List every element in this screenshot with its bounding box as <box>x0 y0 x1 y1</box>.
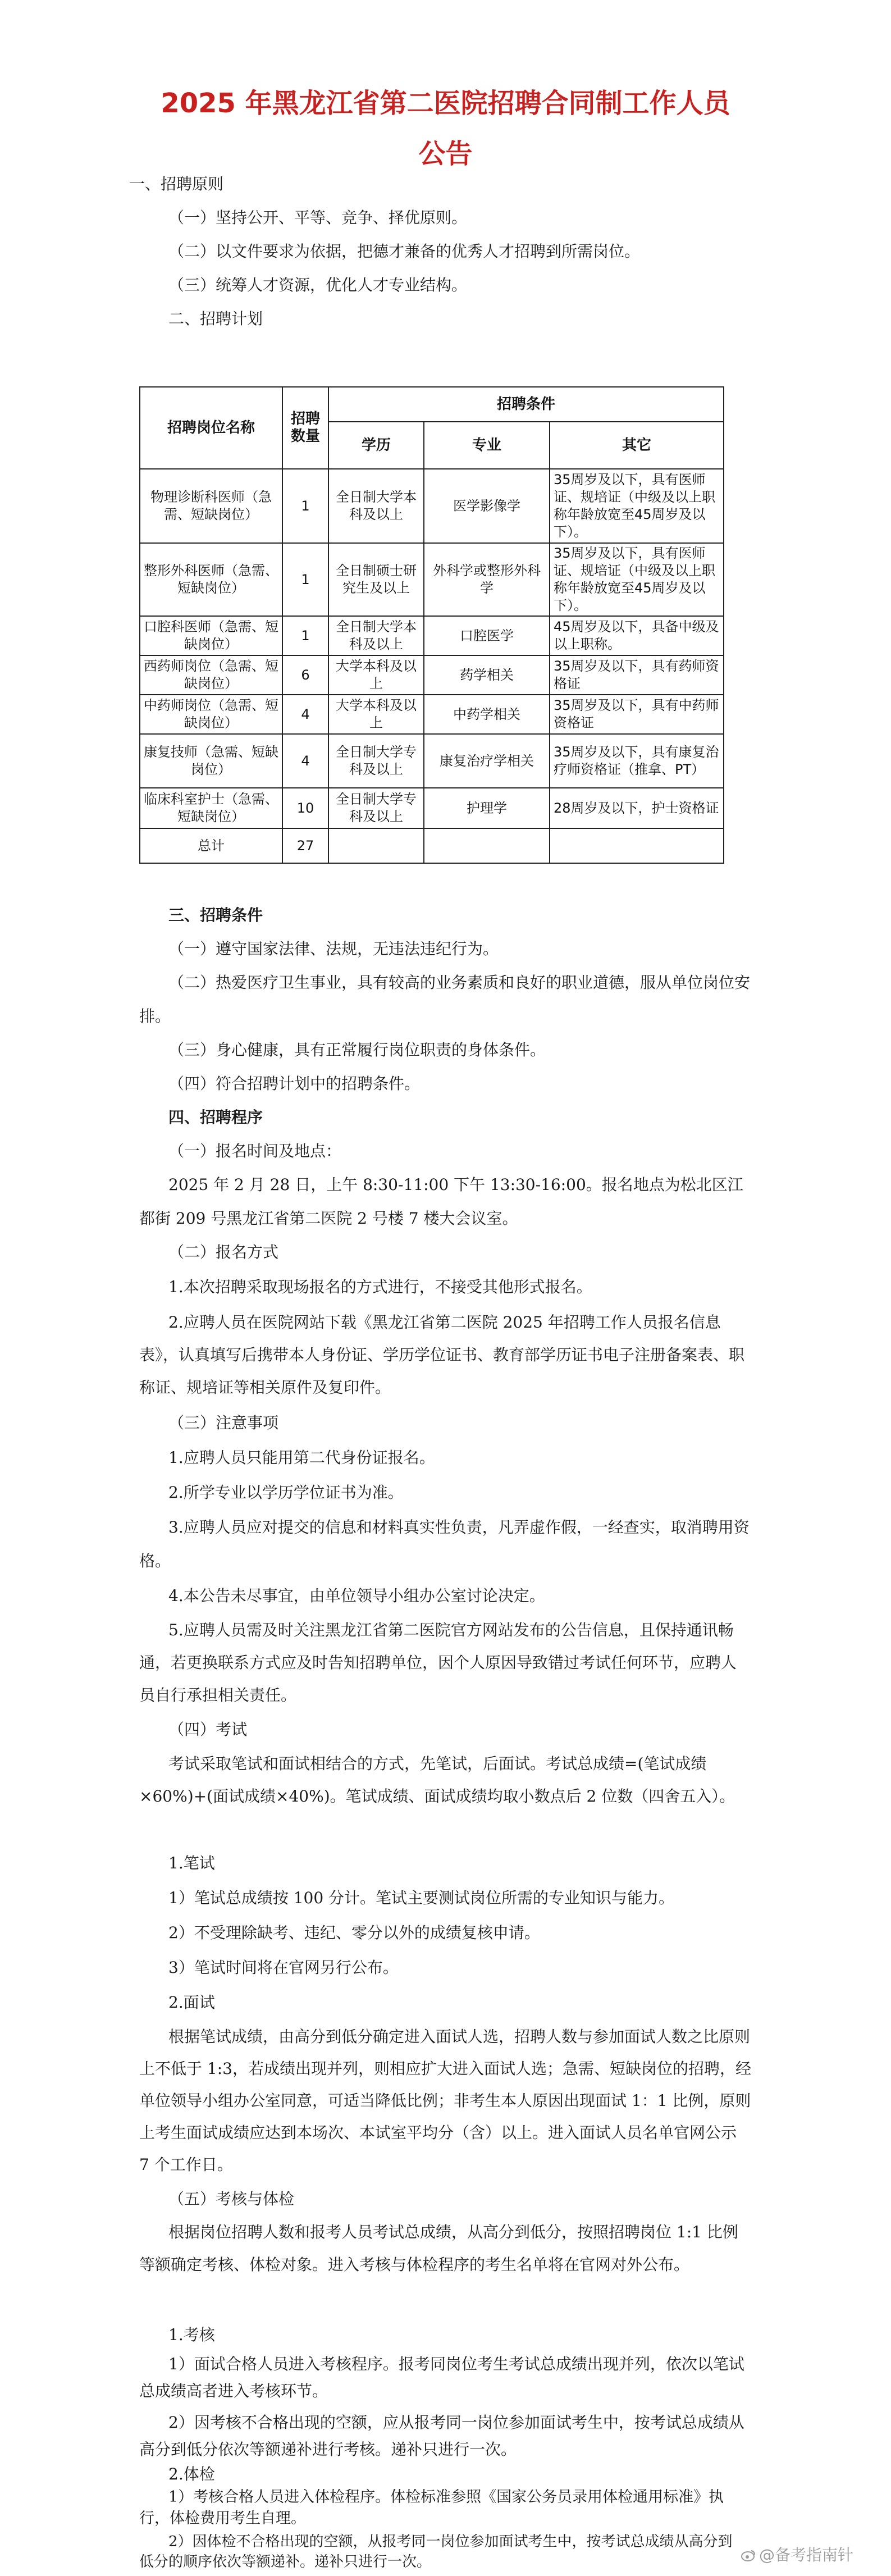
cell-education: 大学本科及以上 <box>328 695 424 734</box>
written-item-2: 2）不受理除缺考、违纪、零分以外的成绩复核申请。 <box>168 1923 540 1942</box>
cell-position: 西药师岗位（急需、短缺岗位） <box>140 655 282 695</box>
assessment-item-2: 2）因考核不合格出现的空额，应从报考同一岗位参加面试考生中，按考试总成绩从高分到低分依次等额递补进行考核。递补只进行一次。 <box>139 2413 744 2459</box>
total-label: 总计 <box>140 828 282 863</box>
sub-heading-notes: （三）注意事项 <box>168 1414 279 1432</box>
sub-heading-assessment: （五）考核与体检 <box>168 2190 295 2208</box>
cell-position: 整形外科医师（急需、短缺岗位） <box>140 543 282 616</box>
cell-count: 4 <box>282 695 328 734</box>
principle-item-1: （一）坚持公开、平等、竞争、择优原则。 <box>168 208 468 227</box>
cell-major: 康复治疗学相关 <box>424 734 550 788</box>
header-position: 招聘岗位名称 <box>140 387 282 469</box>
interview-text: 根据笔试成绩，由高分到低分确定进入面试人选，招聘人数与参加面试人数之比原则上不低于 1:3，若成绩出现并列，则相应扩大进入面试人选；急需、短缺岗位的招聘，经单位领导小组办公室同意，可适当降低比例；非考生本人原因出现面试 1：1 比例，原则上考生面试成绩应达到本场次、本试室平均分（含）以上。进入面试人员名单官网公示 7 个工作日。 <box>139 2027 751 2174</box>
sub-heading-exam: （四）考试 <box>168 1720 248 1739</box>
table-row <box>140 616 724 655</box>
condition-item-4: （四）符合招聘计划中的招聘条件。 <box>168 1074 421 1093</box>
principle-item-2: （二）以文件要求为依据，把德才兼备的优秀人才招聘到所需岗位。 <box>168 242 641 261</box>
section3-heading: 三、招聘条件 <box>168 906 263 924</box>
section4-heading: 四、招聘程序 <box>168 1108 263 1127</box>
header-major: 专业 <box>424 422 550 469</box>
cell-other: 35周岁及以下，具有药师资格证 <box>550 655 724 695</box>
note-item-4: 4.本公告未尽事宜，由单位领导小组办公室讨论决定。 <box>168 1586 545 1605</box>
cell-other: 35周岁及以下，具有医师证、规培证（中级及以上职称年龄放宽至45周岁及以下）。 <box>550 469 724 543</box>
cell-other: 35周岁及以下，具有康复治疗师资格证（推拿、PT） <box>550 734 724 788</box>
written-item-3: 3）笔试时间将在官网另行公布。 <box>168 1958 399 1977</box>
condition-item-3: （三）身心健康，具有正常履行岗位职责的身体条件。 <box>168 1041 546 1059</box>
header-conditions: 招聘条件 <box>328 387 724 422</box>
cell-position: 口腔科医师（急需、短缺岗位） <box>140 616 282 655</box>
note-item-2: 2.所学专业以学历学位证书为准。 <box>168 1483 404 1502</box>
cell-other: 35周岁及以下，具有中药师资格证 <box>550 695 724 734</box>
principle-item-3: （三）统筹人才资源，优化人才专业结构。 <box>168 276 468 294</box>
cell-education: 全日制大学专科及以上 <box>328 788 424 828</box>
written-exam-title: 1.笔试 <box>168 1854 215 1872</box>
method-item-1: 1.本次招聘采取现场报名的方式进行，不接受其他形式报名。 <box>168 1278 592 1296</box>
interview-title: 2.面试 <box>168 1993 215 2012</box>
cell-count: 4 <box>282 734 328 788</box>
cell-count: 6 <box>282 655 328 695</box>
watermark <box>741 2543 853 2565</box>
page-title: 2025 年黑龙江省第二医院招聘合同制工作人员 <box>161 88 730 119</box>
cell-position: 物理诊断科医师（急需、短缺岗位） <box>140 469 282 543</box>
weibo-icon <box>741 2547 756 2565</box>
watermark-text: @备考指南针 <box>759 2546 854 2564</box>
cell-major: 护理学 <box>424 788 550 828</box>
cell-other: 35周岁及以下，具有医师证、规培证（中级及以上职称年龄放宽至45周岁及以下）。 <box>550 543 724 616</box>
header-other: 其它 <box>550 422 724 469</box>
condition-item-2: （二）热爱医疗卫生事业，具有较高的业务素质和良好的职业道德，服从单位岗位安排。 <box>139 973 751 1025</box>
cell-major: 中药学相关 <box>424 695 550 734</box>
table-total-row <box>140 828 724 863</box>
cell-education: 全日制大学本科及以上 <box>328 469 424 543</box>
table-row <box>140 695 724 734</box>
section1-heading: 一、招聘原则 <box>129 175 224 193</box>
exam-text: 考试采取笔试和面试相结合的方式，先笔试，后面试。考试总成绩=(笔试成绩×60%)+(面试成绩×40%)。笔试成绩、面试成绩均取小数点后 2 位数（四舍五入）。 <box>139 1754 735 1806</box>
note-item-1: 1.应聘人员只能用第二代身份证报名。 <box>168 1448 435 1467</box>
method-item-2: 2.应聘人员在医院网站下载《黑龙江省第二医院 2025 年招聘工作人员报名信息表》，认真填写后携带本人身份证、学历学位证书、教育部学历证书电子注册备案表、职称证、规培证等相关原件及复印件。 <box>139 1313 745 1397</box>
cell-position: 康复技师（急需、短缺岗位） <box>140 734 282 788</box>
sub-heading-registration-method: （二）报名方式 <box>168 1243 279 1261</box>
medical-exam-title: 2.体检 <box>168 2465 215 2483</box>
assessment-text: 根据岗位招聘人数和报考人员考试总成绩，从高分到低分，按照招聘岗位 1:1 比例等额确定考核、体检对象。进入考核与体检程序的考生名单将在官网对外公布。 <box>139 2223 738 2274</box>
note-item-3: 3.应聘人员应对提交的信息和材料真实性负责，凡弄虚作假，一经查实，取消聘用资格。 <box>139 1518 750 1570</box>
recruitment-plan-table <box>139 386 724 864</box>
cell-other: 45周岁及以下，具备中级及以上职称。 <box>550 616 724 655</box>
cell-other: 28周岁及以下，护士资格证 <box>550 788 724 828</box>
section2-heading: 二、招聘计划 <box>168 309 263 328</box>
total-value: 27 <box>282 828 328 863</box>
header-education: 学历 <box>328 422 424 469</box>
sub-heading-registration-time: （一）报名时间及地点： <box>168 1142 342 1160</box>
medical-item-1: 1）考核合格人员进入体检程序。体检标准参照《国家公务员录用体检通用标准》执行，体检费用考生自理。 <box>139 2488 724 2527</box>
cell-position: 中药师岗位（急需、短缺岗位） <box>140 695 282 734</box>
cell-count: 1 <box>282 469 328 543</box>
cell-major: 外科学或整形外科学 <box>424 543 550 616</box>
cell-education: 全日制大学专科及以上 <box>328 734 424 788</box>
page-title-line2: 公告 <box>418 138 473 170</box>
table-row <box>140 469 724 543</box>
cell-count: 1 <box>282 543 328 616</box>
cell-count: 1 <box>282 616 328 655</box>
registration-time-text: 2025 年 2 月 28 日，上午 8:30-11:00 下午 13:30-16:00。报名地点为松北区江都街 209 号黑龙江省第二医院 2 号楼 7 楼大会议室。 <box>139 1175 743 1228</box>
table-row <box>140 788 724 828</box>
medical-item-2: 2）因体检不合格出现的空额，从报考同一岗位参加面试考生中，按考试总成绩从高分到低分的顺序依次等额递补。递补只进行一次。 <box>139 2533 733 2570</box>
cell-education: 全日制大学本科及以上 <box>328 616 424 655</box>
assessment-title: 1.考核 <box>168 2326 215 2344</box>
cell-major: 口腔医学 <box>424 616 550 655</box>
note-item-5: 5.应聘人员需及时关注黑龙江省第二医院官方网站发布的公告信息，且保持通讯畅通，若更换联系方式应及时告知招聘单位，因个人原因导致错过考试任何环节，应聘人员自行承担相关责任。 <box>139 1621 737 1704</box>
cell-major: 医学影像学 <box>424 469 550 543</box>
table-row <box>140 655 724 695</box>
table-row <box>140 734 724 788</box>
assessment-item-1: 1）面试合格人员进入考核程序。报考同岗位考生考试总成绩出现并列，依次以笔试总成绩高者进入考核环节。 <box>139 2355 744 2400</box>
written-item-1: 1）笔试总成绩按 100 分计。笔试主要测试岗位所需的专业知识与能力。 <box>168 1889 675 1907</box>
cell-position: 临床科室护士（急需、短缺岗位） <box>140 788 282 828</box>
cell-count: 10 <box>282 788 328 828</box>
cell-major: 药学相关 <box>424 655 550 695</box>
cell-education: 全日制硕士研究生及以上 <box>328 543 424 616</box>
table-row <box>140 543 724 616</box>
header-count: 招聘数量 <box>282 387 328 469</box>
cell-education: 大学本科及以上 <box>328 655 424 695</box>
condition-item-1: （一）遵守国家法律、法规，无违法违纪行为。 <box>168 940 499 958</box>
